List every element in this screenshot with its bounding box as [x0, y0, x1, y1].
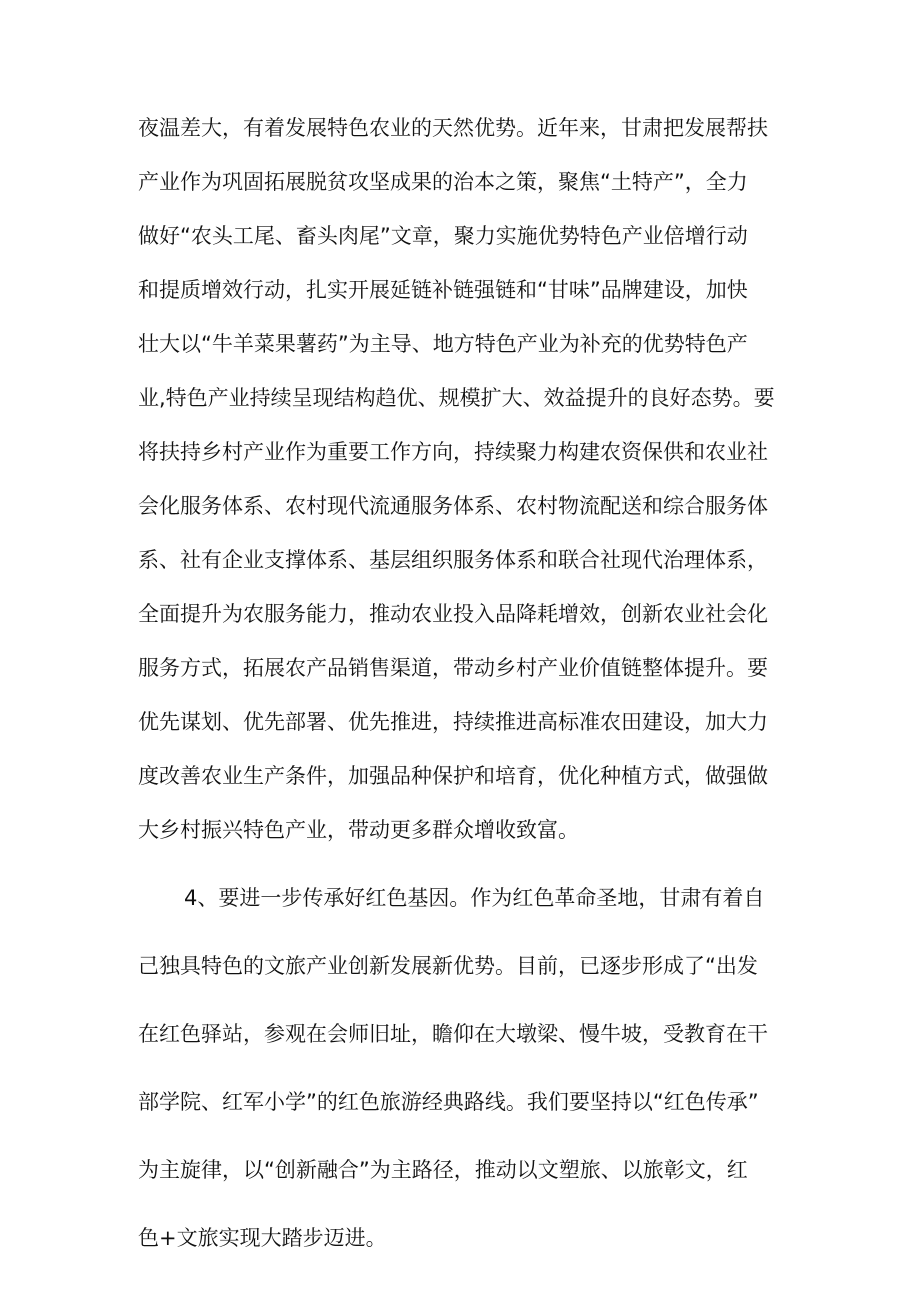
paragraph-line: 会化服务体系、农村现代流通服务体系、农村物流配送和综合服务体 — [138, 494, 768, 518]
paragraph-line: 在红色驿站，参观在会师旧址，瞻仰在大墩梁、慢牛坡，受教育在干 — [138, 1022, 768, 1046]
paragraph-line: 全面提升为农服务能力，推动农业投入品降耗增效，创新农业社会化 — [138, 602, 768, 626]
paragraph-line: 部学院、红军小学”的红色旅游经典路线。我们要坚持以“红色传承” — [138, 1090, 759, 1114]
paragraph-line: 度改善农业生产条件，加强品种保护和培育，优化种植方式，做强做 — [138, 764, 768, 788]
paragraph-line: 优先谋划、优先部署、优先推进，持续推进高标准农田建设，加大力 — [138, 710, 768, 734]
paragraph-line: 夜温差大，有着发展特色农业的天然优势。近年来，甘肃把发展帮扶 — [138, 116, 768, 140]
paragraph-line: 产业作为巩固拓展脱贫攻坚成果的治本之策，聚焦“土特产”，全力 — [138, 170, 748, 194]
paragraph-line: 将扶持乡村产业作为重要工作方向，持续聚力构建农资保供和农业社 — [138, 440, 768, 464]
paragraph-line: 系、社有企业支撑体系、基层组织服务体系和联合社现代治理体系， — [138, 548, 768, 572]
paragraph-line: 为主旋律，以“创新融合”为主路径，推动以文塑旅、以旅彰文，红 — [138, 1158, 748, 1182]
paragraph-line: 壮大以“牛羊菜果薯药”为主导、地方特色产业为补充的优势特色产 — [138, 332, 748, 356]
paragraph-line: 和提质增效行动，扎实开展延链补链强链和“甘味”品牌建设，加快 — [138, 278, 748, 302]
paragraph-line: 4、要进一步传承好红色基因。作为红色革命圣地，甘肃有着自 — [184, 886, 765, 910]
paragraph-line: 大乡村振兴特色产业，带动更多群众增收致富。 — [138, 818, 579, 842]
paragraph-line: 己独具特色的文旅产业创新发展新优势。目前，已逐步形成了“出发 — [138, 954, 758, 978]
paragraph-line: 业,特色产业持续呈现结构趋优、规模扩大、效益提升的良好态势。要 — [138, 386, 775, 410]
paragraph-line: 服务方式，拓展农产品销售渠道，带动乡村产业价值链整体提升。要 — [138, 656, 768, 680]
paragraph-line: 做好“农头工尾、畜头肉尾”文章，聚力实施优势特色产业倍增行动 — [138, 224, 748, 248]
paragraph-line: 色+文旅实现大踏步迈进。 — [138, 1226, 387, 1250]
